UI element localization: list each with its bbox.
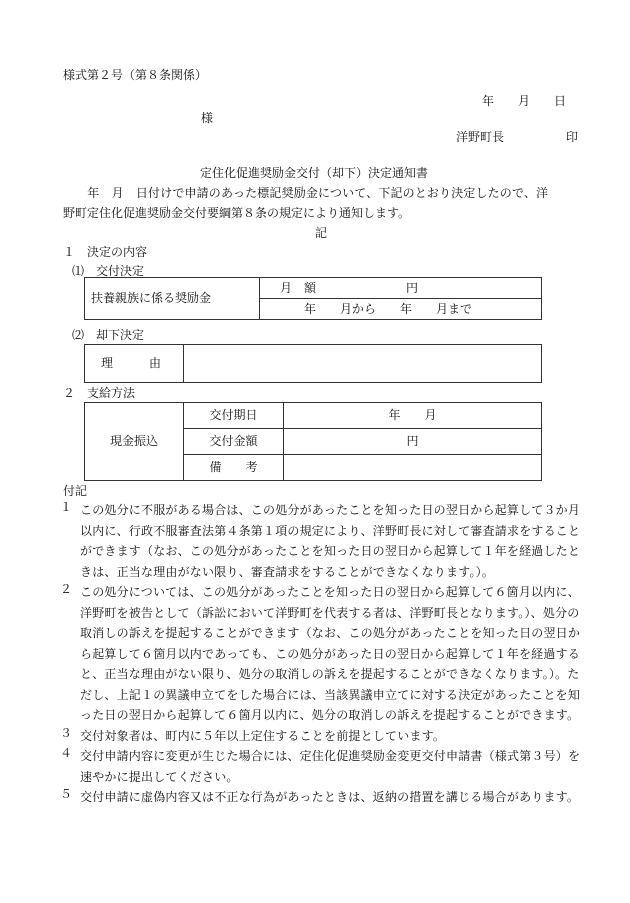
note-number: ５	[60, 787, 73, 801]
section-1-heading: １ 決定の内容	[63, 245, 148, 259]
payment-remarks-label: 備 考	[184, 455, 284, 481]
payment-amount-value: 円	[284, 429, 542, 455]
section-1-sub-2: ⑵ 却下決定	[72, 328, 145, 342]
note-item	[60, 582, 584, 726]
seal-mark: 印	[566, 130, 579, 144]
note-number: ３	[60, 725, 73, 740]
note-text: この処分に不服がある場合は、この処分があったことを知った日の翌日から起算して３か月以内に、行政不服審査法第４条第１項の規定により、洋野町長に対して審査請求をすることができます（なお、この処分があったことを知った日の翌日から起算して１年を経過したときは、正当な理由がない限り、審査請求をすることができなくなります。）。	[80, 503, 581, 579]
notes-list	[60, 500, 584, 808]
grant-decision-table	[84, 277, 542, 320]
note-item	[60, 726, 584, 747]
payment-date-value: 年 月	[284, 403, 542, 429]
document-title: 定住化促進奨励金交付（却下）決定通知書	[200, 166, 429, 180]
note-item	[60, 787, 584, 808]
section-2-heading: ２ 支給方法	[63, 386, 136, 400]
date-placeholder: 年 月 日	[482, 94, 567, 108]
notes-heading: 付記	[63, 484, 88, 498]
payment-remarks-value	[284, 455, 542, 481]
monthly-label: 月 額	[280, 281, 317, 295]
issuer-name: 洋野町長	[456, 130, 505, 144]
monthly-amount-cell	[260, 278, 542, 299]
note-number: ２	[60, 582, 73, 596]
note-number: ４	[60, 746, 73, 760]
note-item	[60, 500, 584, 582]
note-item	[60, 746, 584, 787]
note-text: 交付対象者は、町内に５年以上定住することを前提としています。	[80, 728, 446, 743]
intro-line-1: 年 月 日付けで申請のあった標記奨励金について、下記のとおり決定したので、洋	[63, 186, 549, 200]
ki-heading: 記	[315, 226, 328, 240]
section-1-sub-1: ⑴ 交付決定	[72, 264, 145, 278]
payment-method-label: 現金振込	[85, 403, 184, 481]
note-text: 交付申請内容に変更が生じた場合には、定住化促進奨励金変更交付申請書（様式第３号）を速やかに提出してください。	[80, 749, 581, 784]
monthly-yen: 円	[406, 281, 419, 295]
note-text: この処分については、この処分があったことを知った日の翌日から起算して６箇月以内に、洋野町を被告として（訴訟において洋野町を代表する者は、洋野町長となります。）、処分の取消しの訴えを提起することができます（なお、この処分があったことを知った日の翌日から起算して６箇月以内であっても、この処分があった日の翌日から起算して１年を経過すると、正当な理由がない限り、処分の取消しの訴えを提起することができなくなります。）。ただし、上記１の異議申立てをした場合には、当該異議申立てに対する決定があったことを知った日の翌日から起算して６箇月以内に、処分の取消しの訴えを提起することができます。	[80, 585, 581, 722]
rejection-table	[84, 344, 542, 383]
payment-method-table	[84, 402, 542, 481]
reason-value	[184, 345, 542, 383]
reason-label: 理 由	[85, 345, 184, 383]
addressee-suffix: 様	[201, 111, 214, 125]
form-number: 様式第２号（第８条関係）	[63, 68, 208, 82]
grant-period: 年 月から 年 月まで	[260, 299, 542, 320]
payment-date-label: 交付期日	[184, 403, 284, 429]
intro-line-2: 野町定住化促進奨励金交付要綱第８条の規定により通知します。	[63, 206, 411, 220]
payment-amount-label: 交付金額	[184, 429, 284, 455]
note-text: 交付申請に虚偽内容又は不正な行為があったときは、返納の措置を講じる場合があります。	[80, 790, 580, 804]
grant-label: 扶養親族に係る奨励金	[85, 278, 260, 320]
note-number: １	[60, 500, 73, 514]
